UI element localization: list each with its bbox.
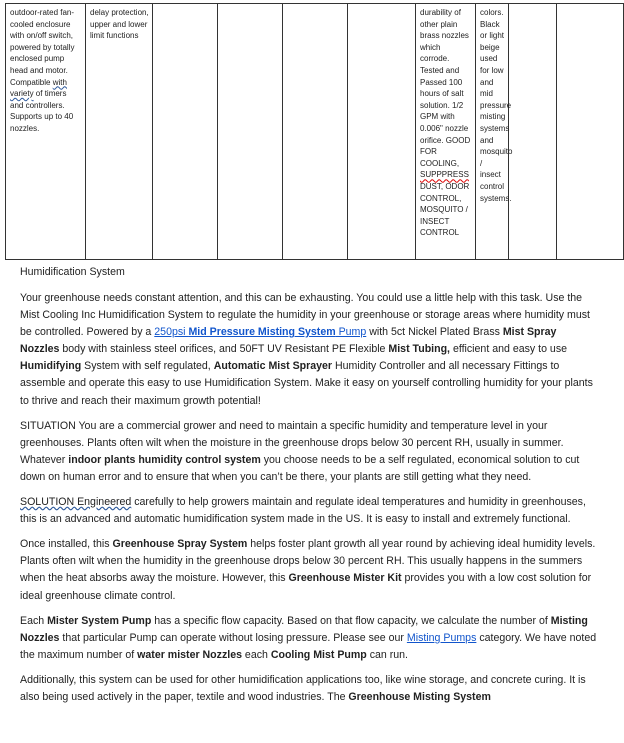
link-mid-pressure-pump[interactable]: 250psi Mid Pressure Misting System Pump [154,326,367,339]
link-misting-pumps[interactable]: Misting Pumps [406,631,477,644]
table-cell [557,4,624,260]
table-cell [283,4,348,260]
table-cell: durability of other plain brass nozzles which corrode. Tested and Passed 100 hours of salt solution. 1/2 GPM with 0.006" nozzle orifice. GOOD FOR COOLING, SUPPPRESS DUST, ODOR CONTROL, MOSQUITO / INSECT CONTROL [416,4,476,260]
table-cell [153,4,218,260]
table-cell [509,4,557,260]
document-body [20,264,598,714]
table-cell [348,4,416,260]
table-cell [218,4,283,260]
table-cell: delay protection, upper and lower limit functions [86,4,153,260]
table-row [6,4,624,260]
paragraph-solution: SOLUTION Engineered carefully to help growers maintain and regulate ideal temperatures and humidity in greenhouses, this is an advanced and automatic humidification system made in the US. It is easy to install and extremely functional. [20,496,586,526]
section-heading: Humidification System [20,266,125,278]
paragraph-installed: Once installed, this Greenhouse Spray System helps foster plant growth all year round by achieving ideal humidity levels. Plants often wilt when the humidity in the greenhouse drops below 30 percent RH. This usually happens in the summers when the heat absorbs away the moisture. However, this Greenhouse Mister Kit provides you with a low cost solution for ideal greenhouse climate control. [20,538,596,602]
paragraph-pump-capacity: Each Mister System Pump has a specific flow capacity. Based on that flow capacity, we calculate the number of Misting Nozzles that particular Pump can operate without losing pressure. Please see our Misting Pumps category. We have noted the maximum number of water mister Nozzles each Cooling Mist Pump can run. [20,614,597,661]
paragraph-intro: Your greenhouse needs constant attention, and this can be exhausting. You could use a little help with this task. Use the Mist Cooling Inc Humidification System to regulate the humidity in your greenhouse or storage areas where humidity must be controlled. Powered by a 250psi Mid Pressure Misting System Pump with 5ct Nickel Plated Brass Mist Spray Nozzles body with stainless steel orifices, and 50FT UV Resistant PE Flexible Mist Tubing, efficient and easy to use Humidifying System with self regulated, Automatic Mist Sprayer Humidity Controller and all necessary Fittings to assemble and operate this easy to use Humidification System. Make it easy on yourself controlling humidity for your plants to thrive and reach their maximum growth potential! [20,292,593,407]
table-cell: colors. Black or light beige used for low and mid pressure misting systems and mosquito / insect control systems. [476,4,509,260]
paragraph-situation: SITUATION You are a commercial grower and need to maintain a specific humidity and temperature level in your greenhouses. Plants often wilt when the moisture in the greenhouse drops below 30 percent RH, usually in summer. Whatever indoor plants humidity control system you choose needs to be a self regulated, economical solution to cut down on human error and to ensure that when you can’t be there, your plants are still getting what they need. [20,419,580,483]
product-spec-table [5,3,624,260]
paragraph-additionally: Additionally, this system can be used for other humidification applications too, like wine storage, and concrete curing. It is also being used actively in the paper, textile and wood industries. The Greenhouse Misting System [20,673,586,703]
table-cell: outdoor-rated fan-cooled enclosure with on/off switch, powered by totally enclosed pump head and motor. Compatible with variety of timers and controllers. Supports up to 40 nozzles. [6,4,86,260]
